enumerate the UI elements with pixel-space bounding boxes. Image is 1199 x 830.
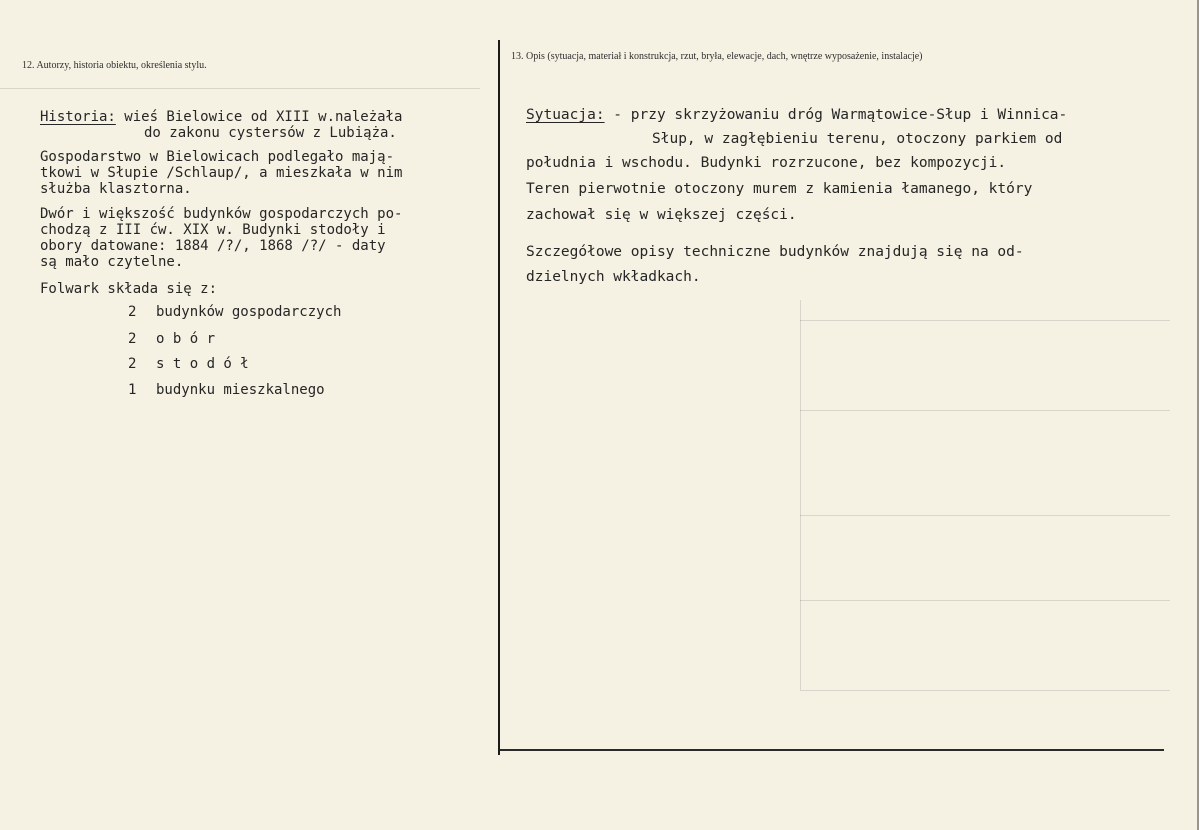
column-divider xyxy=(498,40,500,755)
list-item-count: 1 xyxy=(128,382,137,398)
bleed-line xyxy=(800,410,1170,411)
list-item-name: s t o d ó ł xyxy=(156,356,249,372)
situation-line-1 xyxy=(526,104,1067,126)
history-paragraph-2-line: tkowi w Słupie /Schlaup/, a mieszkała w nim xyxy=(40,165,403,181)
history-text: wieś Bielowice od XIII w.należała xyxy=(115,109,403,125)
situation-line: zachował się w większej części. xyxy=(526,207,797,223)
history-paragraph-3-line: obory datowane: 1884 /?/, 1868 /?/ - daty xyxy=(40,238,386,254)
technical-descriptions-line: dzielnych wkładkach. xyxy=(526,269,701,285)
bleed-line xyxy=(0,88,480,89)
bottom-rule xyxy=(500,749,1164,751)
technical-descriptions-line: Szczegółowe opisy techniczne budynków znajdują się na od- xyxy=(526,244,1024,260)
section-13-heading: 13. Opis (sytuacja, materiał i konstrukcja, rzut, bryła, elewacje, dach, wnętrze wyposażenie, instalacje) xyxy=(511,51,923,62)
history-paragraph-2-line: służba klasztorna. xyxy=(40,181,192,197)
history-line-1 xyxy=(40,109,402,125)
history-paragraph-3-line: Dwór i większość budynków gospodarczych po- xyxy=(40,206,403,222)
section-12-heading: 12. Autorzy, historia obiektu, określenia stylu. xyxy=(22,60,207,71)
bleed-line xyxy=(800,300,801,690)
situation-line: Teren pierwotnie otoczony murem z kamienia łamanego, który xyxy=(526,181,1033,197)
bleed-line xyxy=(800,320,1170,321)
history-paragraph-3-line: są mało czytelne. xyxy=(40,254,184,270)
list-item-count: 2 xyxy=(128,304,137,320)
list-item-count: 2 xyxy=(128,331,137,347)
history-paragraph-3-line: chodzą z III ćw. XIX w. Budynki stodoły i xyxy=(40,222,386,238)
history-paragraph-2-line: Gospodarstwo w Bielowicach podlegało mają- xyxy=(40,149,395,165)
list-item-name: budynku mieszkalnego xyxy=(156,382,325,398)
history-line-2: do zakonu cystersów z Lubiąża. xyxy=(144,125,397,141)
bleed-line xyxy=(800,515,1170,516)
farm-consists-heading: Folwark składa się z: xyxy=(40,281,218,297)
situation-line: południa i wschodu. Budynki rozrzucone, bez kompozycji. xyxy=(526,155,1007,171)
situation-label: Sytuacja: xyxy=(526,107,605,123)
bleed-line xyxy=(800,600,1170,601)
list-item-name: o b ó r xyxy=(156,331,216,347)
history-label: Historia: xyxy=(40,109,116,125)
list-item-name: budynków gospodarczych xyxy=(156,304,342,320)
list-item-count: 2 xyxy=(128,356,137,372)
situation-text: - przy skrzyżowaniu dróg Warmątowice-Słup i Winnica- xyxy=(604,107,1068,123)
bleed-line xyxy=(800,690,1170,691)
situation-line: Słup, w zagłębieniu terenu, otoczony parkiem od xyxy=(652,131,1063,147)
